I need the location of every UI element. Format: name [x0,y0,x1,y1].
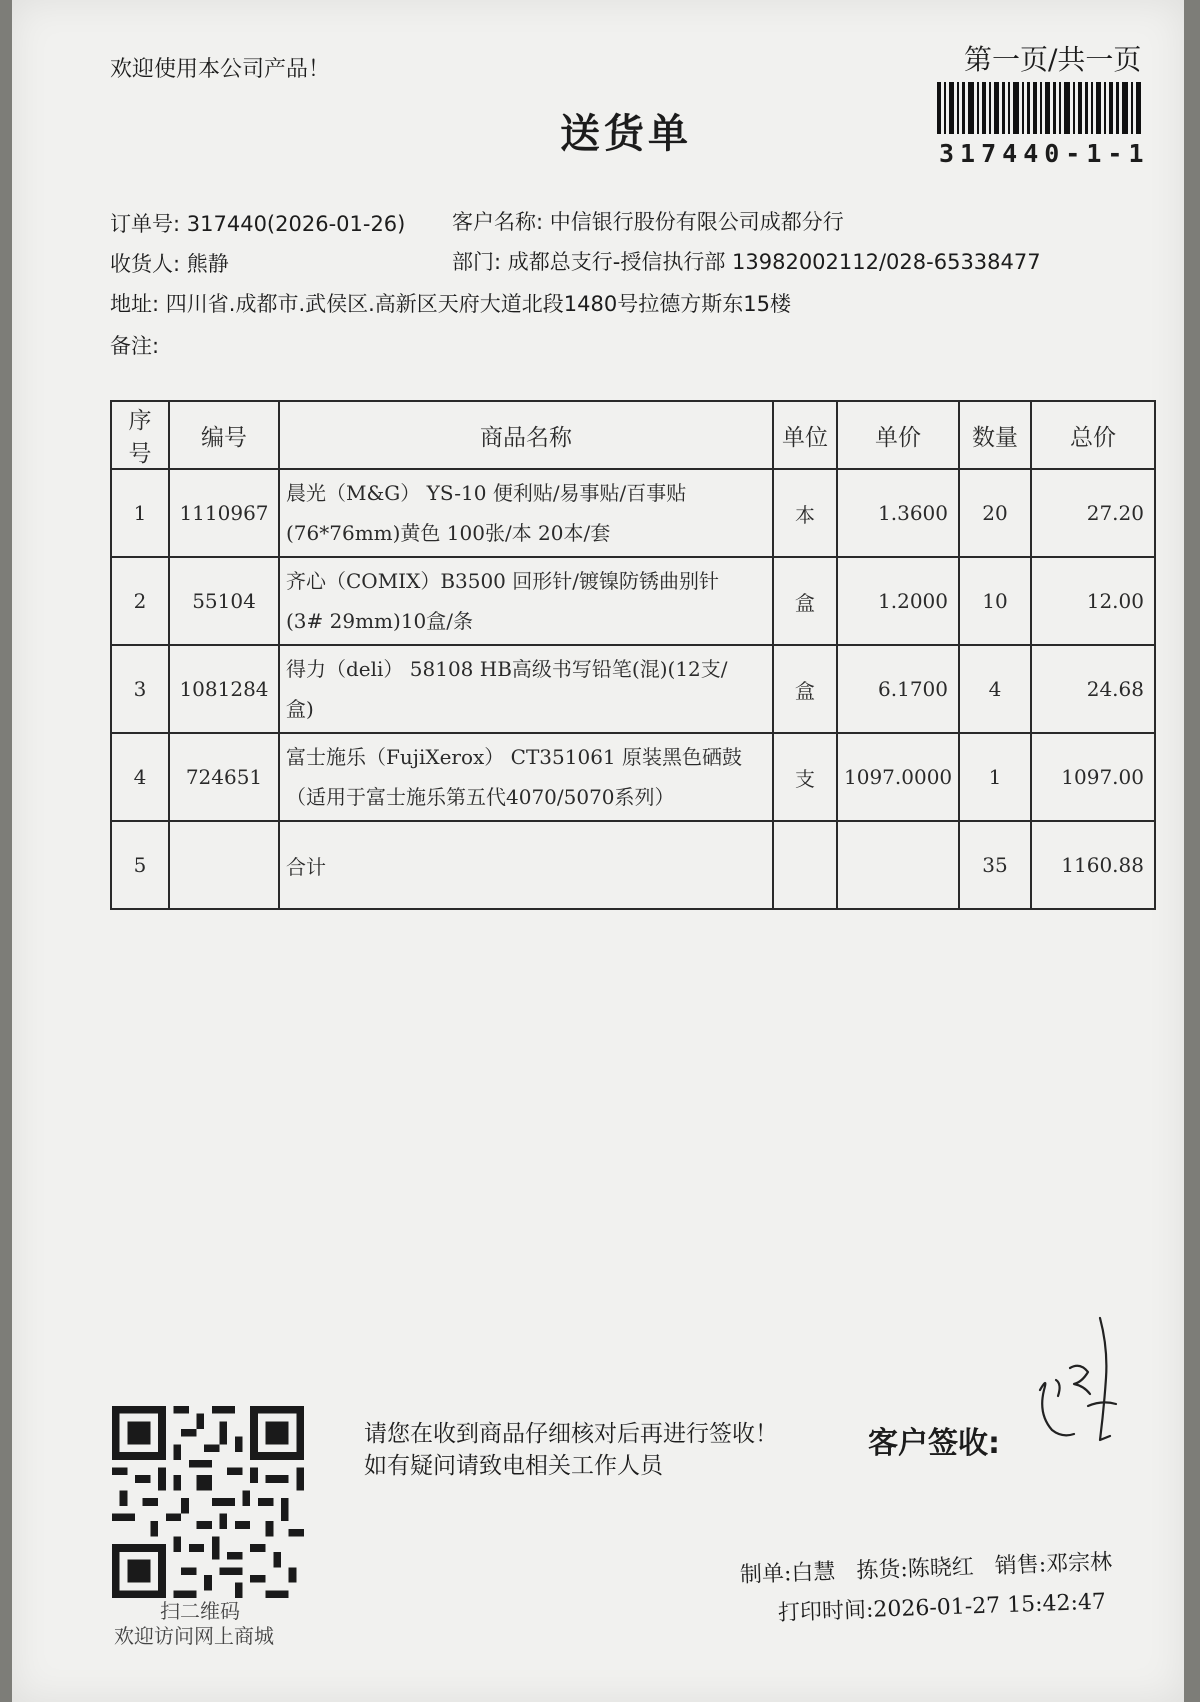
total-unit-empty [773,821,837,909]
customer-name-label: 客户名称: [452,210,544,234]
cell-price: 1097.0000 [837,733,959,821]
check-notice: 请您在收到商品仔细核对后再进行签收！如有疑问请致电相关工作人员 [364,1421,778,1479]
cell-unit: 本 [773,469,837,557]
total-row [111,821,1155,909]
table-row [111,733,1155,821]
document-title: 送货单 [560,110,692,157]
cell-name-line2: （适用于富士施乐第五代4070/5070系列） [286,785,675,809]
maker-text: 制单:白慧 [739,1559,836,1588]
cell-code: 1110967 [169,469,279,557]
receiver-label: 收货人: [110,252,181,276]
order-number-label: 订单号: [110,212,181,236]
sales-text: 销售:邓宗林 [994,1550,1113,1580]
total-label: 合计 [279,821,773,909]
receiver-field [110,248,229,278]
header-price: 单价 [837,401,959,469]
header-unit: 单位 [773,401,837,469]
handwritten-signature-icon [1030,1310,1140,1460]
picker-text: 拣货:陈晓红 [855,1554,975,1584]
cell-total: 27.20 [1031,469,1155,557]
barcode-icon [937,82,1142,134]
cell-unit: 支 [773,733,837,821]
department-value: 成都总支行-授信执行部 13982002112/028-65338477 [507,250,1041,274]
remark-field [110,330,159,360]
total-qty: 35 [959,821,1031,909]
cell-qty: 10 [959,557,1031,645]
items-table [110,400,1156,910]
header-code: 编号 [169,401,279,469]
cell-total: 1097.00 [1031,733,1155,821]
cell-seq: 2 [111,557,169,645]
cell-unit: 盒 [773,557,837,645]
cell-price: 6.1700 [837,645,959,733]
address-value: 四川省.成都市.武侯区.高新区天府大道北段1480号拉德方斯东15楼 [165,292,791,316]
cell-code: 724651 [169,733,279,821]
print-time: 打印时间:2026-01-27 15:42:47 [777,1589,1107,1626]
department-field [452,246,1041,276]
cell-name-line1: 齐心（COMIX）B3500 回形针/镀镍防锈曲别针 [286,569,720,593]
header-name: 商品名称 [279,401,773,469]
barcode-number: 317440-1-1 [939,139,1150,168]
cell-name-line1: 晨光（M&G） YS-10 便利贴/易事贴/百事贴 [286,481,687,505]
cell-name [279,469,773,557]
total-price-empty [837,821,959,909]
cell-code: 55104 [169,557,279,645]
cell-name-line1: 富士施乐（FujiXerox） CT351061 原装黑色硒鼓 [286,745,743,769]
header-seq: 序号 [111,401,169,469]
cell-name-line2: (76*76mm)黄色 100张/本 20本/套 [286,521,611,545]
department-label: 部门: [452,250,502,274]
cell-total: 24.68 [1031,645,1155,733]
cell-name-line1: 得力（deli） 58108 HB高级书写铅笔(混)(12支/ [286,657,728,681]
order-number-field [110,208,405,238]
table-row [111,557,1155,645]
cell-qty: 20 [959,469,1031,557]
cell-seq: 4 [111,733,169,821]
welcome-text: 欢迎使用本公司产品！ [110,57,331,82]
receiver-value: 熊静 [186,252,229,276]
total-seq: 5 [111,821,169,909]
cell-name [279,733,773,821]
cell-seq: 1 [111,469,169,557]
customer-signature-label: 客户签收: [868,1426,1000,1461]
address-field [110,288,791,318]
total-amount: 1160.88 [1031,821,1155,909]
header-qty: 数量 [959,401,1031,469]
cell-code: 1081284 [169,645,279,733]
footer-staff-line [739,1545,1126,1589]
table-row [111,645,1155,733]
cell-qty: 4 [959,645,1031,733]
remark-label: 备注: [110,334,160,358]
cell-qty: 1 [959,733,1031,821]
address-label: 地址: [110,292,160,316]
cell-name [279,645,773,733]
table-row [111,469,1155,557]
order-number-value: 317440(2026-01-26) [186,212,406,236]
customer-name-value: 中信银行股份有限公司成都分行 [549,210,844,234]
cell-total: 12.00 [1031,557,1155,645]
cell-name-line2: (3# 29mm)10盒/条 [286,609,474,633]
header-total: 总价 [1031,401,1155,469]
cell-price: 1.3600 [837,469,959,557]
cell-seq: 3 [111,645,169,733]
delivery-note-paper [12,0,1184,1702]
table-header-row [111,401,1155,469]
cell-unit: 盒 [773,645,837,733]
cell-name-line2: 盒) [286,697,314,721]
total-code-empty [169,821,279,909]
cell-name [279,557,773,645]
cell-price: 1.2000 [837,557,959,645]
page-indicator: 第一页/共一页 [964,43,1142,76]
customer-name-field [452,206,844,236]
qr-code-icon [112,1406,304,1598]
qr-caption-mall: 欢迎访问网上商城 [114,1624,274,1648]
qr-caption-scan: 扫二维码 [160,1599,240,1623]
